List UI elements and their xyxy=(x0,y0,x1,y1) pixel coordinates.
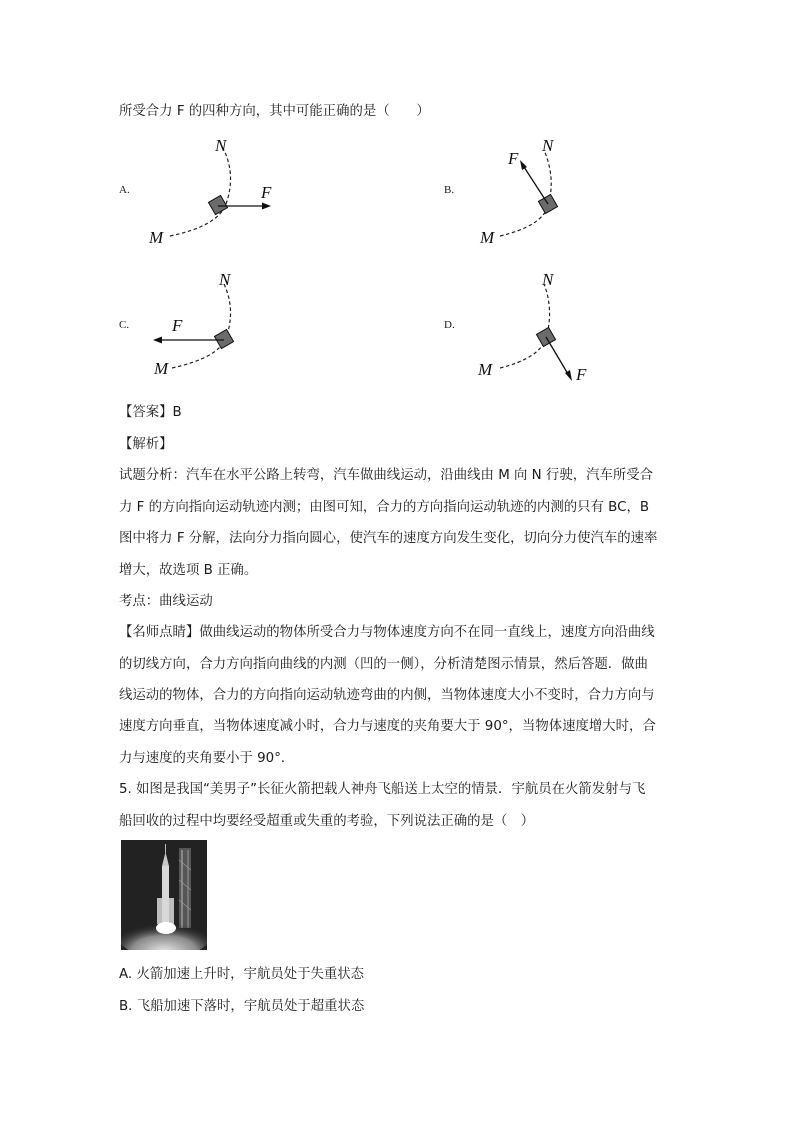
option-d-diagram xyxy=(472,262,602,392)
option-d-label: D. xyxy=(444,319,455,331)
teacher-note-line: 线运动的物体，合力的方向指向运动轨迹弯曲的内侧，当物体速度大小不变时，合力方向与 xyxy=(119,688,655,703)
teacher-note-line: 的切线方向，合力方向指向曲线的内测（凹的一侧），分析清楚图示情景，然后答题．做曲 xyxy=(119,657,648,672)
force-arrowhead xyxy=(520,160,527,170)
option-b-label: B. xyxy=(444,184,455,196)
label-n: N xyxy=(215,136,227,155)
answer: 【答案】B xyxy=(119,405,182,420)
trajectory-curve xyxy=(170,150,231,236)
question5-line: 5. 如图是我国“美男子”长征火箭把载人神舟飞船送上太空的情景．宇航员在火箭发射与飞 xyxy=(119,782,646,797)
label-f: F xyxy=(261,183,272,202)
analysis-line: 图中将力 F 分解，法向分力指向圆心，使汽车的速度方向发生变化，切向分力使汽车的速率 xyxy=(119,531,658,546)
teacher-note-line: 速度方向垂直，当物体速度减小时，合力与速度的夹角要大于 90°，当物体速度增大时，合 xyxy=(119,719,656,734)
q5-option-b: B. 飞船加速下落时，宇航员处于超重状态 xyxy=(119,999,365,1014)
rocket-launch-photo xyxy=(121,840,207,950)
option-b-diagram xyxy=(472,130,592,250)
force-arrow xyxy=(524,167,548,204)
label-n: N xyxy=(542,270,554,289)
label-n: N xyxy=(542,136,554,155)
force-arrowhead xyxy=(262,203,271,210)
option-a-diagram xyxy=(140,130,300,250)
trajectory-curve xyxy=(500,284,550,368)
analysis-line: 增大，故选项 B 正确。 xyxy=(119,563,258,578)
option-c-diagram xyxy=(148,262,268,387)
analysis-line: 试题分析：汽车在水平公路上转弯，汽车做曲线运动，沿曲线由 M 向 N 行驶，汽车所受合 xyxy=(119,468,654,483)
car-block xyxy=(208,195,227,214)
label-n: N xyxy=(219,270,231,289)
kaodian: 考点：曲线运动 xyxy=(119,594,213,609)
q5-option-a: A. 火箭加速上升时，宇航员处于失重状态 xyxy=(119,967,365,982)
label-m: M xyxy=(480,228,495,247)
analysis-line: 力 F 的方向指向运动轨迹内测；由图可知，合力的方向指向运动轨迹的内测的只有 BC，B xyxy=(119,500,650,515)
option-c-label: C. xyxy=(119,319,130,331)
force-arrowhead xyxy=(153,337,162,344)
question5-line: 船回收的过程中均要经受超重或失重的考验，下列说法正确的是（ ） xyxy=(119,814,535,829)
label-f: F xyxy=(576,365,587,384)
label-m: M xyxy=(149,228,164,247)
analysis-heading: 【解析】 xyxy=(119,437,173,452)
label-m: M xyxy=(154,359,169,378)
force-arrow xyxy=(546,337,568,374)
rocket-launch-image xyxy=(121,840,207,950)
car-block xyxy=(214,329,233,348)
question-intro: 所受合力 F 的四种方向，其中可能正确的是（ ） xyxy=(119,104,430,119)
option-a-label: A. xyxy=(119,184,130,196)
label-m: M xyxy=(478,360,493,379)
teacher-note-line: 力与速度的夹角要小于 90°． xyxy=(119,751,295,766)
label-f: F xyxy=(172,316,183,335)
label-f: F xyxy=(508,149,519,168)
teacher-note-line: 【名师点睛】做曲线运动的物体所受合力与物体速度方向不在同一直线上，速度方向沿曲线 xyxy=(119,625,655,640)
